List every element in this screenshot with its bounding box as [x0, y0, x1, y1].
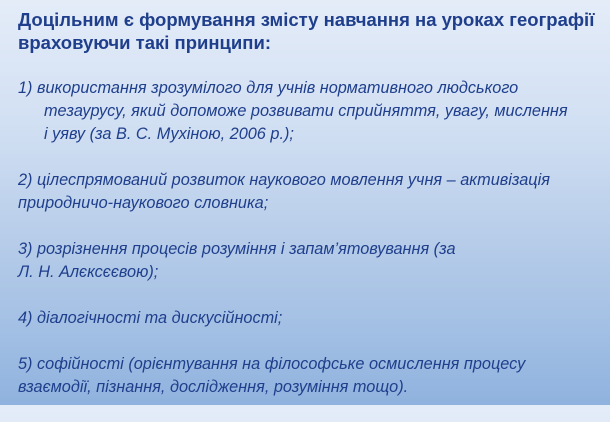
principle-1-line-3: і уяву (за В. С. Мухіною, 2006 р.); — [44, 125, 294, 143]
principle-item-4 — [18, 307, 603, 330]
principle-2-line-2: природничо-наукового словника; — [18, 194, 269, 212]
principle-item-2 — [18, 169, 603, 215]
principle-1-line-1: 1) використання зрозумілого для учнів нормативного людського — [18, 79, 519, 97]
principle-1-line-2: тезаурусу, який допоможе розвивати сприйняття, увагу, мислення — [44, 102, 568, 120]
principle-item-1 — [18, 77, 603, 146]
principle-2-line-1: 2) цілеспрямований розвиток наукового мовлення учня – активізація — [18, 171, 550, 189]
slide-content — [18, 8, 603, 422]
principles-list — [18, 77, 603, 399]
principle-5-line-2: взаємодії, пізнання, дослідження, розуміння тощо). — [18, 378, 409, 396]
principle-4-line-1: 4) діалогічності та дискусійності; — [18, 309, 283, 327]
principle-item-3 — [18, 238, 603, 284]
title-line-2: враховуючи такі принципи: — [18, 32, 272, 53]
principle-3-line-1: 3) розрізнення процесів розуміння і запам’ятовування (за — [18, 240, 456, 258]
principle-5-line-1: 5) софійності (орієнтування на філософське осмислення процесу — [18, 355, 526, 373]
title-line-1: Доцільним є формування змісту навчання на уроках географії — [18, 9, 595, 30]
slide-title — [18, 8, 603, 54]
principle-3-line-2: Л. Н. Алєксєєвою); — [18, 263, 159, 281]
principle-item-5 — [18, 353, 603, 399]
